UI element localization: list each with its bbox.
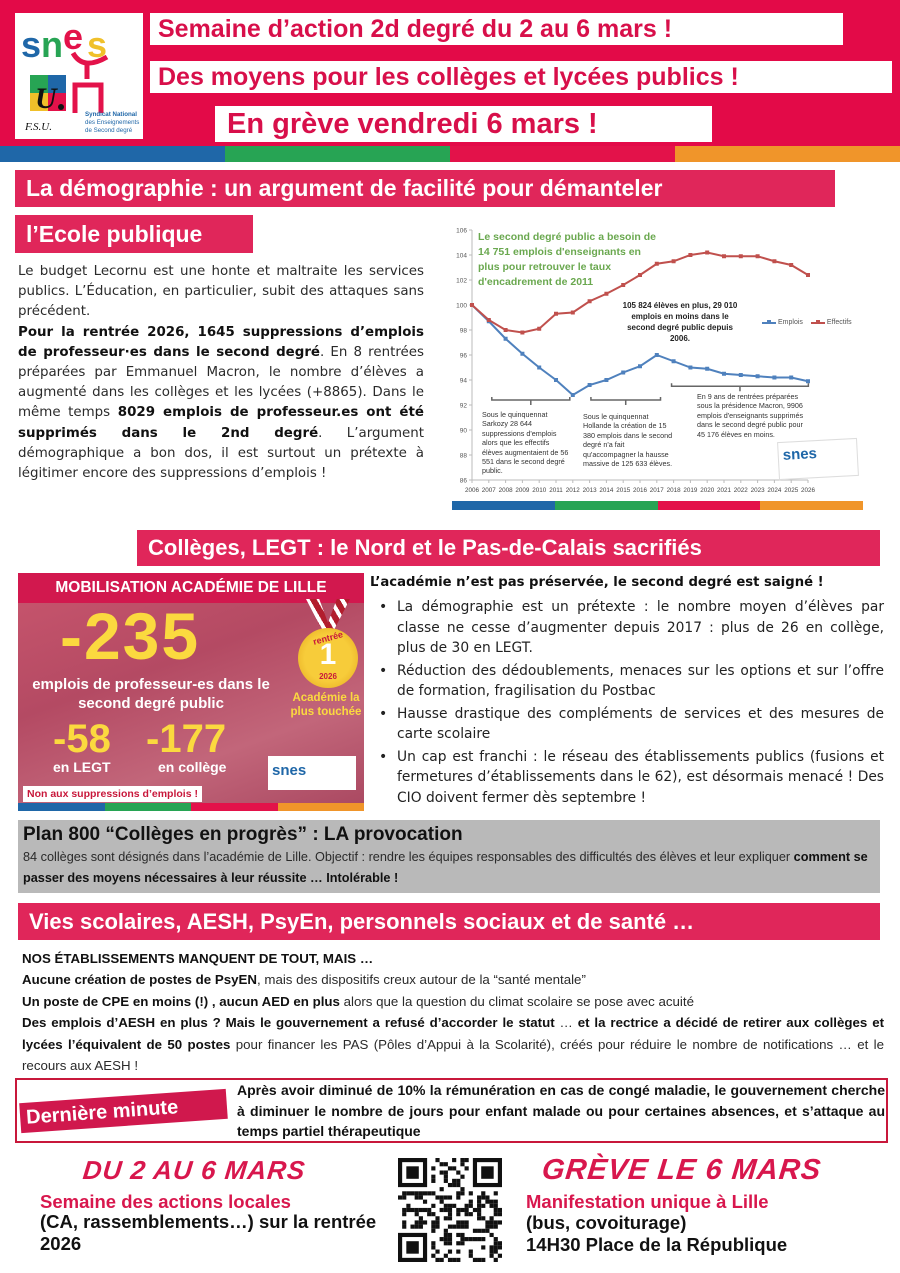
card-color-stripe bbox=[18, 803, 364, 811]
last-minute-label: Dernière minute bbox=[19, 1089, 228, 1133]
vies-line-aesh bbox=[22, 1012, 884, 1076]
vies-line3-bold2: et la rectrice a décidé de retirer aux collèges et lycées l’équivalent de 50 postes bbox=[22, 1015, 885, 1052]
footer-left-heading: DU 2 AU 6 MARS bbox=[81, 1155, 308, 1185]
section-title-demography: La démographie : un argument de facilité pour démanteler bbox=[15, 170, 835, 207]
legend-effectifs-label: Effectifs bbox=[826, 319, 852, 326]
x-tick-label: 2006 bbox=[464, 487, 480, 494]
data-point-effectifs bbox=[705, 251, 709, 255]
intro-para2 bbox=[18, 323, 424, 485]
y-tick-label: 86 bbox=[459, 477, 467, 485]
mobilisation-header: MOBILISATION ACADÉMIE DE LILLE bbox=[18, 573, 364, 603]
data-point-emplois bbox=[739, 373, 743, 377]
last-minute-text: Après avoir diminué de 10% la rémunération en cas de congé maladie, le gouvernement cherche à diminuer le nombre de jours pour enfant malade ou pour certaines absences, et s’attaque au temps partiel thérapeutique bbox=[237, 1082, 885, 1139]
footer-right-subheading: Manifestation unique à Lille bbox=[526, 1191, 769, 1212]
vies-line1-bold: Aucune création de postes de PsyEN bbox=[22, 972, 257, 988]
data-point-effectifs bbox=[756, 254, 760, 258]
y-tick-label: 88 bbox=[459, 452, 467, 460]
chart-legend bbox=[762, 319, 852, 326]
x-tick-label: 2018 bbox=[666, 487, 681, 494]
intro-text-2: . L’argument démographique a bon dos, il est surtout un prétexte à légitimer encore des suppressions d’emplois ! bbox=[18, 425, 424, 482]
data-point-emplois bbox=[520, 352, 524, 356]
bullet-item: • Un cap est franchi : le réseau des établissements publics (fusions et fermetures d’établissements dans le 62), est désormais menacé ! Des CIO doivent fermer dès septembre ! bbox=[370, 747, 884, 809]
qr-code-icon bbox=[398, 1158, 502, 1262]
medal-top-text: rentrée bbox=[311, 629, 345, 647]
logo-letter-e: e bbox=[63, 16, 84, 57]
plan800-title: Plan 800 “Collèges en progrès” : LA provocation bbox=[23, 824, 463, 845]
bullet-item: • Réduction des dédoublements, menaces sur les options et sur l’offre de formation, fragilisation du Postbac bbox=[370, 661, 884, 702]
plan800-text bbox=[23, 847, 875, 889]
gold-medal-icon bbox=[298, 628, 358, 688]
y-tick-label: 96 bbox=[459, 352, 467, 360]
legend-emplois bbox=[762, 319, 803, 326]
data-point-effectifs bbox=[554, 312, 558, 316]
data-point-effectifs bbox=[688, 253, 692, 257]
chart-snes-logo bbox=[777, 438, 859, 480]
x-tick-label: 2023 bbox=[750, 487, 765, 494]
chart-annotation-hollande: Sous le quinquennat Hollande la création de 15 380 emplois dans le second degré n'a fait qu'accompagner la hausse massive de 125 633 élèves. bbox=[583, 412, 673, 469]
bullet-item: • La démographie est un prétexte : le nombre moyen d’élèves par classe ne cesse d’augmenter depuis 2017 : plus de 26 en collège, plus de 30 en LEGT. bbox=[370, 597, 884, 659]
data-point-emplois bbox=[772, 376, 776, 380]
x-tick-label: 2010 bbox=[532, 487, 547, 494]
chart-title-text: Le second degré public a besoin de 14 751 emplois d'enseignants en plus pour retrouver le taux d'encadrement de 2011 bbox=[478, 231, 656, 288]
mobilisation-card bbox=[18, 573, 364, 811]
y-tick-label: 102 bbox=[456, 277, 467, 285]
x-tick-label: 2025 bbox=[784, 487, 799, 494]
vies-line2-bold: Un poste de CPE en moins (!) , aucun AED en plus bbox=[22, 993, 340, 1009]
headline-week-of-action: Semaine d’action 2d degré du 2 au 6 mars ! bbox=[150, 13, 843, 45]
y-tick-label: 104 bbox=[456, 252, 467, 260]
chart-annotation-macron: En 9 ans de rentrées préparées sous la présidence Macron, 9906 emplois d'enseignants supprimés dans le second degré public pour 45 176 élèves en moins. bbox=[697, 392, 804, 439]
jobs-cut-total: -235 bbox=[60, 599, 201, 673]
college-label: en collège bbox=[158, 759, 227, 775]
x-tick-label: 2022 bbox=[733, 487, 748, 494]
card-slogan: Non aux suppressions d’emplois ! bbox=[23, 786, 202, 802]
y-tick-label: 90 bbox=[459, 427, 467, 435]
academy-bullet-list bbox=[370, 597, 884, 810]
svg-text:de Second degré: de Second degré bbox=[85, 127, 133, 134]
footer-right-text-1: (bus, covoiturage) bbox=[526, 1212, 687, 1233]
data-point-emplois bbox=[722, 372, 726, 376]
bullet-item: • Hausse drastique des compléments de services et des mesures de carte scolaire bbox=[370, 704, 884, 745]
data-point-effectifs bbox=[722, 254, 726, 258]
data-point-emplois bbox=[638, 364, 642, 368]
x-tick-label: 2020 bbox=[700, 487, 715, 494]
legend-emplois-swatch bbox=[762, 322, 776, 324]
data-point-emplois bbox=[672, 359, 676, 363]
legend-effectifs-swatch bbox=[811, 322, 825, 324]
x-tick-label: 2009 bbox=[515, 487, 530, 494]
y-tick-label: 98 bbox=[459, 327, 467, 335]
data-point-effectifs bbox=[470, 303, 474, 307]
plan800-text-bold: comment se passer des moyens nécessaires à leur réussite … Intolérable ! bbox=[23, 850, 868, 885]
data-point-emplois bbox=[789, 376, 793, 380]
data-point-effectifs bbox=[772, 259, 776, 263]
fsu-label: F.S.U. bbox=[25, 121, 52, 133]
y-tick-label: 94 bbox=[459, 377, 467, 385]
intro-paragraph bbox=[18, 262, 424, 484]
data-point-effectifs bbox=[672, 259, 676, 263]
svg-text:U: U bbox=[35, 82, 57, 115]
intro-bold-1: Pour la rentrée 2026, 1645 suppressions d’emplois de professeur·es dans le second degré bbox=[18, 324, 424, 360]
plan800-box bbox=[18, 820, 880, 893]
logo-letter-s1: s bbox=[21, 24, 42, 65]
vies-line3-mid: … bbox=[554, 1015, 578, 1031]
x-tick-label: 2013 bbox=[582, 487, 597, 494]
x-tick-label: 2007 bbox=[481, 487, 496, 494]
data-point-emplois bbox=[604, 378, 608, 382]
intro-bold-2: 8029 emplois de professeur.es ont été supprimés dans le 2nd degré bbox=[18, 405, 424, 441]
medal-year: 2026 bbox=[319, 672, 337, 681]
jobs-cut-legt: -58 bbox=[53, 717, 111, 761]
y-tick-label: 92 bbox=[459, 402, 467, 410]
snes-fsu-logo bbox=[15, 13, 143, 139]
x-tick-label: 2008 bbox=[498, 487, 513, 494]
section-title-vies-scolaires: Vies scolaires, AESH, PsyEn, personnels sociaux et de santé … bbox=[18, 903, 880, 940]
bracket-sarkozy bbox=[492, 397, 570, 405]
x-tick-label: 2011 bbox=[549, 487, 563, 494]
plan800-text-plain: 84 collèges sont désignés dans l’académie de Lille. Objectif : rendre les équipes responsables des difficultés des élèves et leur expliquer bbox=[23, 850, 794, 864]
y-tick-label: 106 bbox=[456, 227, 467, 235]
vies-intro: NOS ÉTABLISSEMENTS MANQUENT DE TOUT, MAIS … bbox=[22, 951, 374, 966]
x-tick-label: 2026 bbox=[800, 487, 816, 494]
data-point-emplois bbox=[806, 379, 810, 383]
header-banner bbox=[0, 0, 900, 146]
data-point-emplois bbox=[705, 367, 709, 371]
vies-line1-rest: , mais des dispositifs creux autour de la “santé mentale” bbox=[256, 972, 586, 988]
section-title-nord-pdc: Collèges, LEGT : le Nord et le Pas-de-Calais sacrifiés bbox=[137, 530, 880, 566]
data-point-effectifs bbox=[604, 292, 608, 296]
data-point-effectifs bbox=[789, 263, 793, 267]
x-tick-label: 2021 bbox=[716, 487, 732, 494]
data-point-emplois bbox=[504, 337, 508, 341]
x-tick-label: 2014 bbox=[599, 487, 614, 494]
academy-list-title: L’académie n’est pas préservée, le second degré est saigné ! bbox=[370, 575, 824, 590]
data-point-effectifs bbox=[504, 328, 508, 332]
x-tick-label: 2016 bbox=[632, 487, 648, 494]
data-point-effectifs bbox=[520, 331, 524, 335]
svg-text:Syndicat National: Syndicat National bbox=[85, 111, 137, 118]
logo-letter-s2: s bbox=[87, 24, 108, 65]
x-tick-label: 2012 bbox=[565, 487, 580, 494]
legt-label: en LEGT bbox=[53, 759, 111, 775]
chart-annotation-center: 105 824 élèves en plus, 29 010 emplois en moins dans le second degré public depuis 2006. bbox=[622, 301, 738, 343]
chart-title bbox=[478, 230, 656, 290]
vies-line-psyen bbox=[22, 969, 884, 990]
data-point-effectifs bbox=[571, 311, 575, 315]
intro-text-1: . En 8 rentrées préparées par Emmanuel Macron, le nombre d’élèves a augmenté dans les collèges et les lycées (+8865). Dans le même temps bbox=[18, 344, 424, 421]
data-point-emplois bbox=[537, 366, 541, 370]
y-tick-label: 100 bbox=[456, 302, 467, 310]
x-tick-label: 2019 bbox=[683, 487, 698, 494]
last-minute-box bbox=[15, 1078, 888, 1143]
data-point-emplois bbox=[621, 371, 625, 375]
section-title-demography-cont: l’Ecole publique bbox=[15, 215, 253, 253]
data-point-effectifs bbox=[739, 254, 743, 258]
medal-number: 1 bbox=[319, 638, 337, 671]
qr-code[interactable] bbox=[398, 1158, 502, 1262]
footer-left-text: (CA, rassemblements…) sur la rentrée 2026 bbox=[40, 1211, 377, 1254]
data-point-emplois bbox=[688, 366, 692, 370]
jobs-cut-caption: emplois de professeur-es dans le second degré public bbox=[32, 676, 270, 712]
data-point-emplois bbox=[571, 393, 575, 397]
data-point-effectifs bbox=[588, 299, 592, 303]
logo-letter-n: n bbox=[41, 24, 63, 65]
snes-logo-icon bbox=[15, 13, 143, 139]
data-point-emplois bbox=[655, 353, 659, 357]
chart-color-stripe bbox=[452, 501, 863, 510]
data-point-emplois bbox=[588, 383, 592, 387]
card-snes-logo bbox=[268, 756, 356, 790]
chart-logo-text: snes bbox=[782, 445, 818, 464]
headline-resources: Des moyens pour les collèges et lycées publics ! bbox=[150, 61, 892, 93]
x-tick-label: 2024 bbox=[767, 487, 782, 494]
medal-caption: Académie la plus touchée bbox=[290, 692, 362, 718]
vies-scolaires-text bbox=[22, 948, 884, 1076]
vies-line3-bold: Des emplois d’AESH en plus ? Mais le gouvernement a refusé d’accorder le statut bbox=[22, 1015, 555, 1031]
footer-left-subheading: Semaine des actions locales bbox=[40, 1191, 291, 1212]
bracket-macron bbox=[672, 383, 809, 391]
vies-line3-rest: pour financer les PAS (Pôles d’Appui à la Scolarité), créés pour réduire le nombre de notifications … et le recours aux AESH ! bbox=[22, 1036, 884, 1074]
jobs-cut-college: -177 bbox=[146, 717, 227, 761]
intro-para1: Le budget Lecornu est une honte et maltraite les services publics. L’Éducation, en particulier, subit des attaques sans précédent. bbox=[18, 264, 424, 320]
data-point-effectifs bbox=[537, 327, 541, 331]
svg-text:des Enseignements: des Enseignements bbox=[85, 119, 140, 126]
data-point-effectifs bbox=[806, 273, 810, 277]
data-point-effectifs bbox=[487, 318, 491, 322]
color-stripe bbox=[0, 146, 900, 162]
legend-effectifs bbox=[811, 319, 852, 326]
footer-right-heading: GRÈVE LE 6 MARS bbox=[540, 1154, 824, 1186]
card-logo-text: snes bbox=[272, 762, 307, 779]
footer-right-text-2: 14H30 Place de la République bbox=[526, 1234, 788, 1255]
legend-emplois-label: Emplois bbox=[778, 319, 803, 326]
staffing-chart bbox=[450, 222, 865, 504]
x-tick-label: 2017 bbox=[649, 487, 664, 494]
data-point-emplois bbox=[554, 378, 558, 382]
headline-strike: En grève vendredi 6 mars ! bbox=[215, 106, 712, 142]
vies-line2-rest: alors que la question du climat scolaire se pose avec acuité bbox=[339, 993, 694, 1009]
vies-line-cpe bbox=[22, 991, 884, 1012]
bracket-hollande bbox=[591, 397, 661, 405]
data-point-emplois bbox=[756, 374, 760, 378]
chart-annotation-sarkozy: Sous le quinquennat Sarkozy 28 644 suppressions d'emplois alors que les effectifs élèves augmentaient de 56 551 dans le second degré public. bbox=[482, 410, 569, 476]
x-tick-label: 2015 bbox=[616, 487, 631, 494]
footer-right-text bbox=[526, 1212, 787, 1256]
